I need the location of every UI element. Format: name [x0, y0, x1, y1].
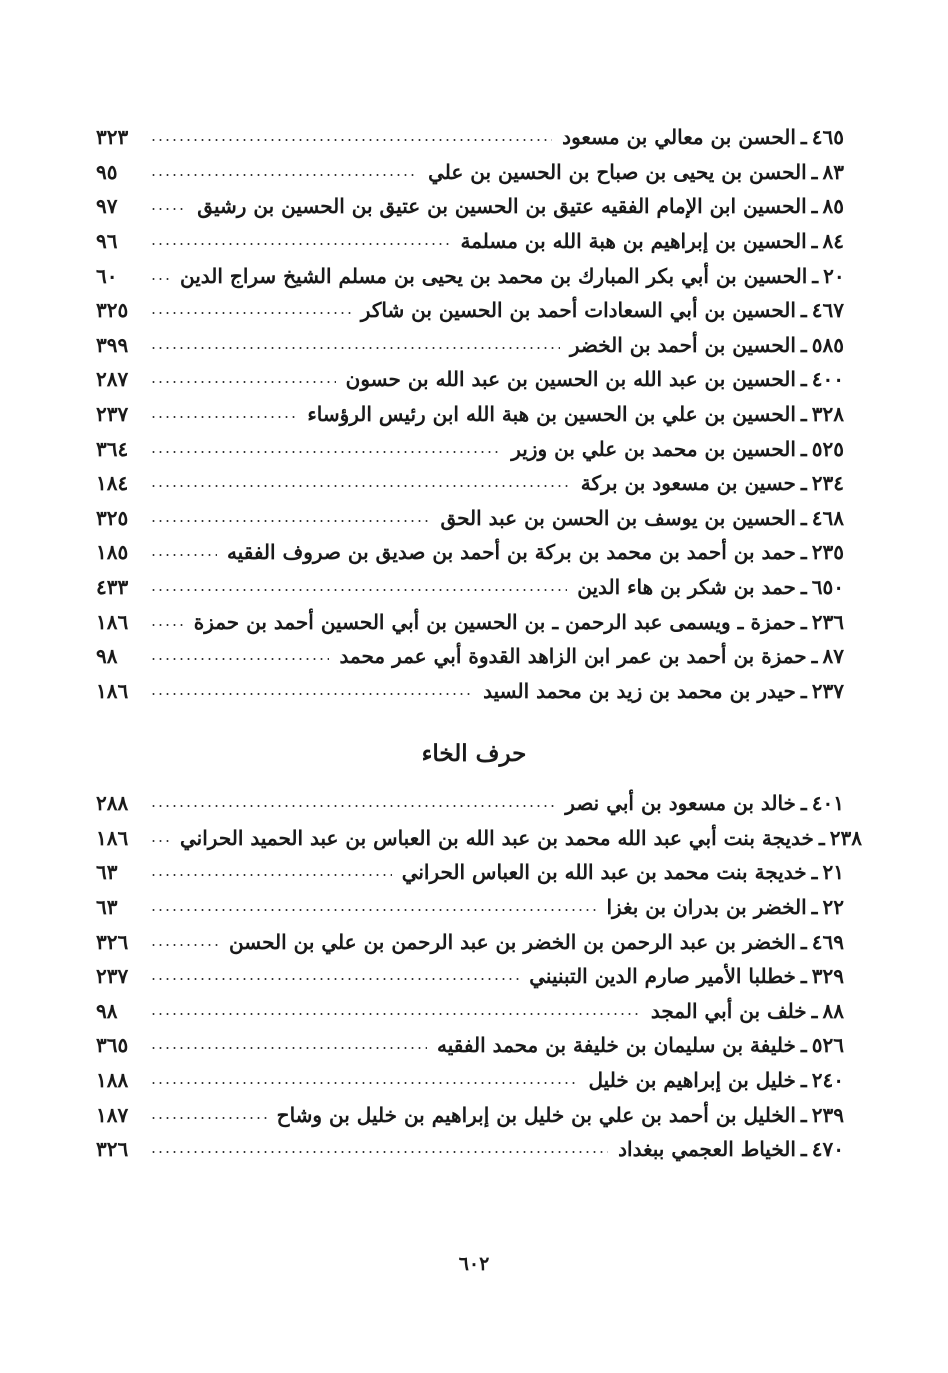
- entry-separator: ـ: [800, 402, 807, 427]
- entry-number: ٨٧: [822, 644, 844, 669]
- entry-name: حسين بن مسعود بن بركة: [580, 471, 796, 496]
- entry-number: ٤٧٠: [811, 1137, 844, 1162]
- entry-separator: ـ: [800, 332, 807, 357]
- index-entry: [96, 924, 844, 959]
- index-entry: [96, 674, 844, 709]
- entry-number: ٢٣٥: [811, 540, 844, 565]
- index-entry: [96, 328, 844, 363]
- entry-separator: ـ: [800, 298, 807, 323]
- index-entry: [96, 501, 844, 536]
- index-list-ha: [96, 120, 844, 708]
- entry-name: خليفة بن سليمان بن خليفة بن محمد الفقيه: [436, 1033, 796, 1058]
- entry-name: الحسين بن عبد الله بن الحسين بن عبد الله بن حسون: [345, 367, 796, 392]
- entry-separator: ـ: [800, 964, 807, 989]
- entry-separator: ـ: [818, 825, 825, 850]
- entry-number: ٤٦٩: [811, 929, 844, 954]
- entry-name: الحسين بن أبي بكر المبارك بن محمد بن يحيى بن مسلم الشيخ سراج الدين: [180, 263, 808, 288]
- entry-page-number: ١٨٧: [96, 1102, 129, 1127]
- entry-number: ٦٥٠: [811, 575, 844, 600]
- entry-name: خطلبا الأمير صارم الدين التبنيني: [529, 964, 796, 989]
- entry-separator: ـ: [811, 229, 818, 254]
- entry-name: الحسن بن معالي بن مسعود: [562, 125, 796, 150]
- index-entry: [96, 293, 844, 328]
- dot-leader: [150, 944, 219, 946]
- dot-leader: [150, 1013, 641, 1015]
- entry-page-number: ٢٨٧: [96, 367, 129, 392]
- index-entry: [96, 431, 844, 466]
- entry-name: حمزة بن أحمد بن عمر ابن الزاهد القدوة أبي عمر محمد: [339, 644, 807, 669]
- index-entry: [96, 120, 844, 155]
- entry-separator: ـ: [800, 436, 807, 461]
- entry-page-number: ٣٦٥: [96, 1033, 129, 1058]
- entry-page-number: ٢٣٧: [96, 964, 129, 989]
- dot-leader: [150, 347, 560, 349]
- index-entry: [96, 855, 844, 890]
- entry-name: الحسين ابن الإمام الفقيه عتيق بن الحسين بن عتيق بن الحسين بن رشيق: [197, 194, 807, 219]
- index-entry: [96, 994, 844, 1029]
- entry-page-number: ٣٩٩: [96, 332, 129, 357]
- entry-page-number: ٩٦: [96, 229, 118, 254]
- entry-number: ٢٣٨: [829, 825, 862, 850]
- entry-name: الخليل بن أحمد بن علي بن خليل بن إبراهيم بن خليل بن وشاح: [276, 1102, 796, 1127]
- entry-number: ٢٣٦: [811, 609, 844, 634]
- index-entry: [96, 1097, 844, 1132]
- dot-leader: [150, 840, 170, 842]
- entry-separator: ـ: [800, 575, 807, 600]
- index-entry: [96, 1132, 844, 1167]
- entry-name: خديجة بنت أبي عبد الله محمد بن عبد الله بن العباس بن عبد الحميد الحراني: [180, 825, 814, 850]
- index-entry: [96, 1028, 844, 1063]
- entry-number: ٥٨٥: [811, 332, 844, 357]
- dot-leader: [150, 1151, 608, 1153]
- index-entry: [96, 258, 844, 293]
- entry-separator: ـ: [811, 998, 818, 1023]
- index-entry: [96, 639, 844, 674]
- entry-page-number: ٣٢٥: [96, 505, 129, 530]
- entry-page-number: ٦٠: [96, 263, 118, 288]
- dot-leader: [150, 978, 519, 980]
- index-entry: [96, 786, 844, 821]
- page-number: ٦٠٢: [458, 1253, 490, 1275]
- dot-leader: [150, 909, 597, 911]
- dot-leader: [150, 278, 170, 280]
- entry-number: ٤٦٥: [811, 125, 844, 150]
- entry-name: الخياط العجمي ببغداد: [618, 1137, 796, 1162]
- entry-page-number: ٢٨٨: [96, 791, 129, 816]
- entry-page-number: ١٨٨: [96, 1068, 129, 1093]
- dot-leader: [150, 805, 555, 807]
- dot-leader: [150, 381, 336, 383]
- entry-number: ٥٢٥: [811, 436, 844, 461]
- entry-separator: ـ: [811, 194, 818, 219]
- entry-separator: ـ: [800, 505, 807, 530]
- entry-name: خديجة بنت محمد بن عبد الله بن العباس الحراني: [401, 860, 807, 885]
- entry-name: خلف بن أبي المجد: [650, 998, 807, 1023]
- entry-name: حمزة ـ ويسمى عبد الرحمن ـ بن الحسين بن أبي الحسين أحمد بن حمزة: [193, 609, 796, 634]
- dot-leader: [150, 624, 184, 626]
- section-heading-kha: حرف الخاء: [421, 740, 527, 767]
- entry-number: ٤٦٧: [811, 298, 844, 323]
- dot-leader: [150, 658, 329, 660]
- index-entry: [96, 362, 844, 397]
- entry-separator: ـ: [811, 860, 818, 885]
- entry-separator: ـ: [800, 678, 807, 703]
- dot-leader: [150, 243, 451, 245]
- index-entry: [96, 189, 844, 224]
- dot-leader: [150, 1082, 579, 1084]
- dot-leader: [150, 139, 552, 141]
- entry-number: ٤٠٠: [811, 367, 844, 392]
- entry-name: الخضر بن بدران بن بغزا: [606, 895, 807, 920]
- entry-name: خليل بن إبراهيم بن خليل: [588, 1068, 796, 1093]
- entry-name: الحسين بن يوسف بن الحسن بن عبد الحق: [440, 505, 796, 530]
- entry-page-number: ٩٨: [96, 998, 118, 1023]
- entry-name: الحسين بن إبراهيم بن هبة الله بن مسلمة: [460, 229, 807, 254]
- entry-separator: ـ: [811, 895, 818, 920]
- entry-separator: ـ: [812, 263, 819, 288]
- entry-name: الحسن بن يحيى بن صباح بن الحسين بن علي: [428, 159, 807, 184]
- entry-separator: ـ: [800, 125, 807, 150]
- entry-name: الخضر بن عبد الرحمن بن الخضر بن عبد الرحمن بن علي بن الحسن: [229, 929, 796, 954]
- dot-leader: [150, 416, 297, 418]
- index-entry: [96, 570, 844, 605]
- entry-number: ٣٢٩: [811, 964, 844, 989]
- entry-page-number: ٣٢٣: [96, 125, 129, 150]
- entry-page-number: ٣٢٦: [96, 1137, 129, 1162]
- entry-separator: ـ: [800, 929, 807, 954]
- entry-separator: ـ: [800, 367, 807, 392]
- dot-leader: [150, 451, 501, 453]
- entry-page-number: ٤٣٣: [96, 575, 129, 600]
- index-entry: [96, 466, 844, 501]
- entry-number: ٨٤: [822, 229, 844, 254]
- dot-leader: [150, 554, 217, 556]
- entry-number: ٤٦٨: [811, 505, 844, 530]
- entry-page-number: ٣٦٤: [96, 436, 129, 461]
- entry-page-number: ٦٣: [96, 895, 118, 920]
- entry-number: ٥٢٦: [811, 1033, 844, 1058]
- entry-page-number: ١٨٦: [96, 825, 129, 850]
- dot-leader: [150, 1117, 267, 1119]
- entry-page-number: ٣٢٥: [96, 298, 129, 323]
- entry-page-number: ٢٣٧: [96, 402, 129, 427]
- entry-number: ٨٥: [822, 194, 844, 219]
- entry-number: ٢٢: [822, 895, 844, 920]
- entry-number: ٢٣٧: [811, 678, 844, 703]
- index-list-kha: [96, 786, 862, 1167]
- entry-page-number: ٣٢٦: [96, 929, 129, 954]
- entry-page-number: ١٨٥: [96, 540, 129, 565]
- dot-leader: [150, 589, 567, 591]
- entry-separator: ـ: [800, 1137, 807, 1162]
- entry-number: ٢٠: [823, 263, 845, 288]
- entry-separator: ـ: [800, 1033, 807, 1058]
- index-entry: [96, 155, 844, 190]
- entry-separator: ـ: [800, 1102, 807, 1127]
- entry-name: حمد بن شكر بن هاء الدين: [577, 575, 796, 600]
- index-entry: [96, 397, 844, 432]
- entry-number: ٣٢٨: [811, 402, 844, 427]
- entry-page-number: ٩٥: [96, 159, 118, 184]
- entry-number: ٢٣٤: [811, 471, 844, 496]
- entry-page-number: ١٨٦: [96, 609, 129, 634]
- entry-page-number: ٩٧: [96, 194, 118, 219]
- entry-name: حمد بن أحمد بن محمد بن بركة بن أحمد بن صديق بن صروف الفقيه: [226, 540, 796, 565]
- dot-leader: [150, 312, 351, 314]
- entry-page-number: ١٨٤: [96, 471, 129, 496]
- dot-leader: [150, 174, 418, 176]
- entry-number: ٢١: [822, 860, 844, 885]
- entry-name: الحسين بن محمد بن علي بن وزير: [511, 436, 796, 461]
- index-entry: [96, 224, 844, 259]
- entry-number: ٢٤٠: [811, 1068, 844, 1093]
- dot-leader: [150, 208, 187, 210]
- entry-separator: ـ: [800, 471, 807, 496]
- dot-leader: [150, 485, 571, 487]
- entry-name: الحسين بن أحمد بن الخضر: [569, 332, 796, 357]
- index-entry: [96, 604, 844, 639]
- entry-number: ٨٨: [822, 998, 844, 1023]
- entry-number: ٢٣٩: [811, 1102, 844, 1127]
- entry-number: ٨٣: [822, 159, 844, 184]
- entry-page-number: ١٨٦: [96, 678, 129, 703]
- dot-leader: [150, 520, 430, 522]
- entry-number: ٤٠١: [811, 791, 844, 816]
- entry-name: خالد بن مسعود بن أبي نصر: [565, 791, 796, 816]
- entry-separator: ـ: [811, 159, 818, 184]
- entry-name: الحسين بن أبي السعادات أحمد بن الحسين بن شاكر: [360, 298, 796, 323]
- dot-leader: [150, 874, 392, 876]
- index-entry: [96, 821, 862, 856]
- entry-separator: ـ: [800, 609, 807, 634]
- dot-leader: [150, 1047, 427, 1049]
- index-entry: [96, 1063, 844, 1098]
- index-entry: [96, 890, 844, 925]
- entry-separator: ـ: [811, 644, 818, 669]
- entry-name: حيدر بن محمد بن زيد بن محمد السيد: [483, 678, 796, 703]
- index-entry: [96, 535, 844, 570]
- entry-name: الحسين بن علي بن الحسين بن هبة الله ابن رئيس الرؤساء: [307, 402, 796, 427]
- entry-page-number: ٦٣: [96, 860, 118, 885]
- entry-separator: ـ: [800, 1068, 807, 1093]
- index-entry: [96, 959, 844, 994]
- entry-separator: ـ: [800, 540, 807, 565]
- entry-page-number: ٩٨: [96, 644, 118, 669]
- dot-leader: [150, 693, 473, 695]
- entry-separator: ـ: [800, 791, 807, 816]
